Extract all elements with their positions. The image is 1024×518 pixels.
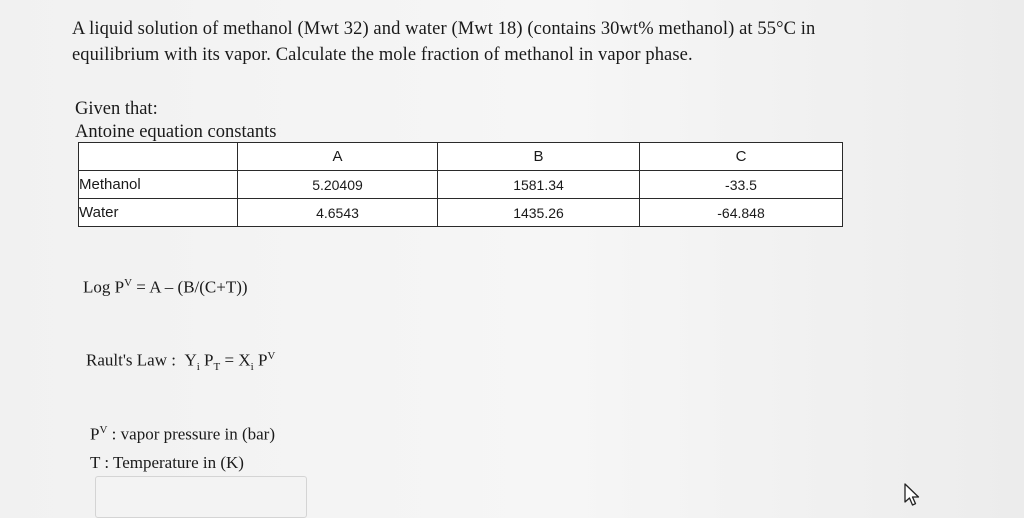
methanol-c: -33.5 (640, 171, 843, 199)
def-pv-sup: V (99, 424, 108, 436)
definition-vapor-pressure (90, 424, 275, 445)
log-eq-lhs: Log P (83, 277, 125, 297)
header-cell-empty (79, 143, 238, 171)
def-t-symbol: T (90, 453, 101, 472)
mouse-pointer-icon (903, 483, 921, 512)
header-cell-b: B (438, 143, 640, 171)
raoult-sub-i: i (196, 361, 200, 374)
problem-line-1: A liquid solution of methanol (Mwt 32) and water (Mwt 18) (contains 30wt% methanol) at 55°C in (72, 19, 816, 39)
table-row-methanol (79, 171, 843, 199)
methanol-b: 1581.34 (438, 171, 640, 199)
definition-temperature (90, 453, 244, 473)
antoine-title: Antoine equation constants (75, 122, 277, 142)
antoine-constants-table (78, 142, 843, 227)
methanol-a: 5.20409 (238, 171, 438, 199)
raoult-sub-i2: i (250, 361, 254, 374)
raoult-p: P (199, 350, 214, 370)
header-cell-a: A (238, 143, 438, 171)
problem-line-2: equilibrium with its vapor. Calculate the mole fraction of methanol in vapor phase. (72, 45, 693, 65)
antoine-equation (83, 277, 248, 298)
def-pv-text: : vapor pressure in (bar) (107, 424, 275, 444)
raoult-p2: P (253, 350, 268, 370)
raoult-sub-t: T (213, 361, 221, 374)
problem-statement (72, 16, 962, 68)
def-t-text: : Temperature in (K) (100, 453, 244, 472)
raoult-eq: = X (220, 350, 251, 370)
log-eq-sup: V (124, 277, 133, 289)
def-pv-p: P (90, 424, 100, 444)
raoult-label: Rault's Law : (86, 350, 176, 370)
water-c: -64.848 (640, 199, 843, 227)
row-label-methanol: Methanol (79, 171, 238, 199)
log-eq-rhs: = A – (B/(C+T)) (132, 277, 248, 297)
row-label-water: Water (79, 199, 238, 227)
header-cell-c: C (640, 143, 843, 171)
raoult-sup-v: V (267, 350, 276, 362)
water-b: 1435.26 (438, 199, 640, 227)
water-a: 4.6543 (238, 199, 438, 227)
table-header-row (79, 143, 843, 171)
given-label: Given that: (75, 99, 158, 119)
table-row-water (79, 199, 843, 227)
raoults-law (86, 350, 275, 373)
raoult-y: Y (184, 350, 197, 370)
